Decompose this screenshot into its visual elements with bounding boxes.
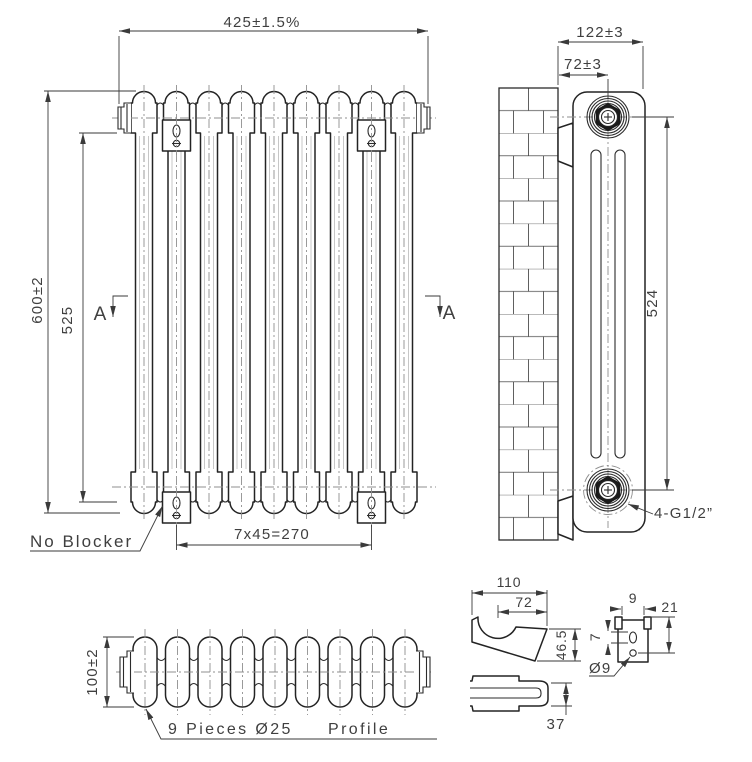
no-blocker-label: No Blocker bbox=[30, 532, 134, 551]
bracket-spacing-label: 7x45=270 bbox=[234, 526, 310, 543]
side-view bbox=[499, 24, 713, 540]
dim-clip-depth bbox=[546, 683, 572, 733]
hook-width-label: 110 bbox=[496, 574, 522, 590]
profile-label: Profile bbox=[328, 721, 391, 738]
clip-hole-offset-label: 21 bbox=[661, 599, 679, 615]
section-label-right: A bbox=[442, 303, 456, 324]
section-marker-left bbox=[94, 296, 128, 325]
front-width-label: 425±1.5% bbox=[223, 14, 301, 31]
clip-hole-dia-label: Ø9 bbox=[589, 660, 612, 677]
hook-height-label: 46.5 bbox=[553, 629, 569, 661]
left-bushing bbox=[118, 103, 131, 133]
wall-section bbox=[499, 88, 558, 540]
dim-overall-height bbox=[29, 91, 136, 513]
clip-slot-height-label: 7 bbox=[587, 632, 603, 642]
side-bracket-top bbox=[558, 123, 573, 167]
side-groove-right bbox=[615, 150, 625, 458]
section-label-left: A bbox=[93, 304, 107, 325]
depth-label: 122±3 bbox=[576, 24, 624, 41]
right-bushing bbox=[417, 103, 430, 133]
profile-left-bushing bbox=[120, 651, 134, 693]
profile-notes bbox=[146, 709, 437, 739]
bracket-clip-front-view bbox=[587, 590, 679, 677]
dim-column-height bbox=[59, 133, 117, 502]
hook-offset-label: 72 bbox=[515, 594, 533, 610]
side-body bbox=[573, 92, 645, 532]
profile-height-label: 100±2 bbox=[84, 648, 101, 696]
dim-hook-width bbox=[472, 574, 547, 626]
clip-depth-label: 37 bbox=[546, 716, 566, 733]
clip-slot-width-label: 9 bbox=[628, 590, 638, 606]
side-groove-left bbox=[591, 150, 601, 458]
profile-view bbox=[84, 629, 437, 739]
bracket-hook-side-view bbox=[472, 574, 581, 661]
profile-right-bushing bbox=[416, 651, 430, 693]
side-bracket-bottom bbox=[558, 496, 573, 540]
dim-overall-width bbox=[119, 14, 428, 104]
connection-spacing-label: 524 bbox=[644, 288, 661, 318]
wall-offset-label: 72±3 bbox=[563, 56, 603, 73]
dim-clip-slot-width bbox=[610, 590, 656, 615]
dim-hook-offset bbox=[498, 594, 547, 618]
connections-label: 4-G1/2” bbox=[654, 505, 714, 522]
section-marker-right bbox=[425, 296, 456, 324]
dim-bracket-spacing bbox=[177, 525, 372, 550]
front-inner-height-label: 525 bbox=[59, 305, 76, 335]
front-height-label: 600±2 bbox=[29, 276, 46, 324]
pieces-label: 9 Pieces Ø25 bbox=[168, 721, 293, 738]
bracket-clip-top-view bbox=[470, 676, 572, 733]
front-view bbox=[29, 14, 456, 551]
